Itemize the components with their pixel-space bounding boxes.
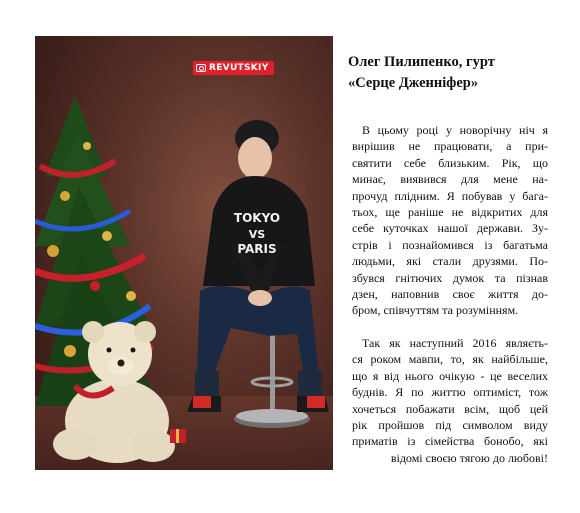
text-line: тьох, ще раніше не відкритих для	[352, 205, 548, 220]
text-line: ся роком мавпи, то, як найбільше,	[352, 352, 548, 367]
revutskiy-logo	[193, 61, 274, 75]
logo-text: REVUTSKIY	[209, 63, 269, 73]
text-line: бром, співчуттям та розумінням.	[352, 303, 519, 318]
title-line-2: «Серце Дженніфер»	[348, 75, 479, 91]
shirt-text-line-1: TOKYO	[233, 211, 281, 225]
text-line: святити себе близьким. Рік, що	[352, 155, 548, 170]
shirt-text-line-2: VS	[248, 228, 266, 241]
article-title	[348, 52, 553, 94]
text-line: рік пройшов під символом виду	[352, 417, 548, 432]
article-body	[352, 122, 548, 466]
text-line: відомі своєю тягою до любові!	[390, 450, 548, 465]
text-line: себе куточках нашої держави. Зу-	[352, 221, 548, 236]
text-line: хочеться побажати всім, щоб цей	[352, 401, 548, 416]
photo-illustration	[35, 36, 333, 470]
text-line: буднів. Я по життю оптиміст, тож	[352, 385, 548, 400]
text-line: стрів і познайомився із багатьма	[352, 237, 548, 252]
title-line-1: Олег Пилипенко, гурт	[348, 54, 495, 70]
text-line: людьми, які стали друзями. По-	[352, 254, 548, 269]
text-line: вирішив не працювати, а при-	[352, 139, 548, 154]
article-photo	[35, 36, 333, 470]
camera-icon	[196, 64, 206, 72]
paragraph-2	[352, 335, 548, 466]
text-line: Так як наступний 2016 являєть-	[362, 335, 548, 350]
text-line: В цьому році у новорічну ніч я	[362, 123, 548, 137]
text-line: прочуд плідним. Я побував у бага-	[352, 188, 548, 203]
text-line: що я від нього очікую - це веселих	[352, 368, 548, 383]
text-line: дзен, наповнив своє життя до-	[352, 287, 548, 302]
text-line: минає, виявився для мене на-	[352, 172, 548, 187]
text-line: збувся гнітючих думок та пізнав	[352, 270, 548, 285]
paragraph-1	[352, 122, 548, 319]
shirt-text-line-3: PARIS	[237, 242, 277, 256]
text-line: приматів із сімейства бонобо, які	[352, 434, 548, 449]
